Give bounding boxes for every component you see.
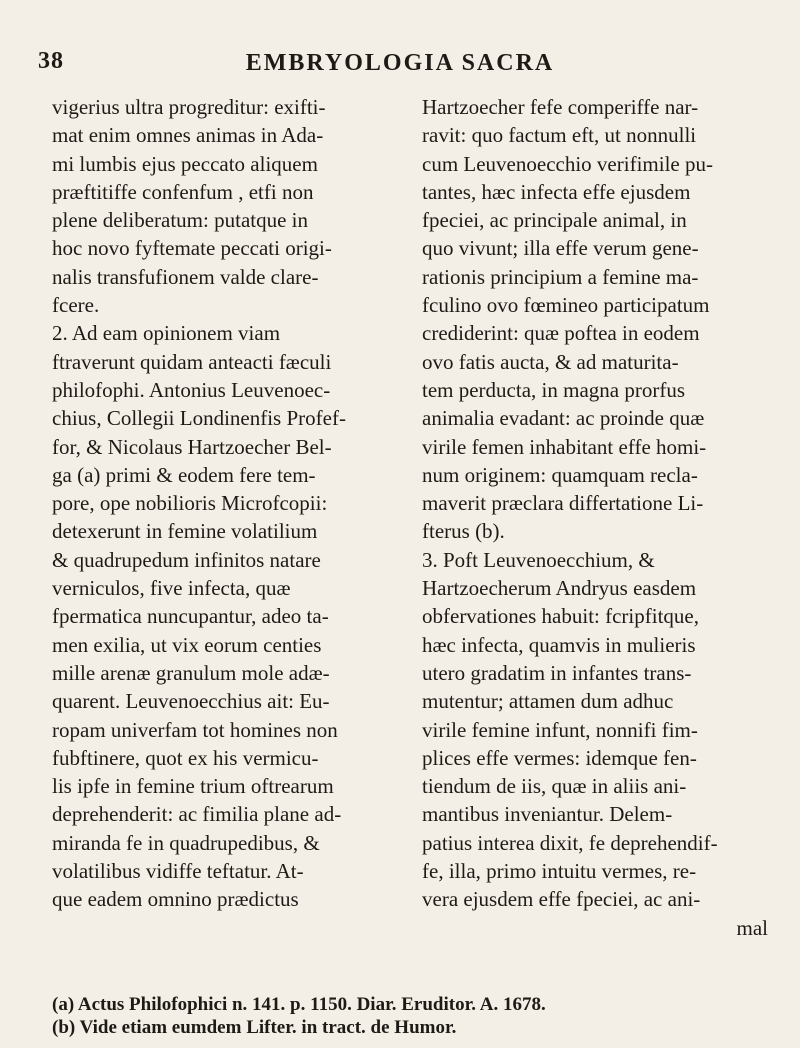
text-line: mantibus inveniantur. Delem- [422,802,673,827]
text-line: fpeciei, ac principale animal, in [422,208,687,233]
text-line: obfervationes habuit: fcripfitque, [422,604,699,629]
text-line: lis ipfe in femine trium oftrearum [52,774,334,799]
text-line: vigerius ultra progreditur: exifti- [52,95,326,119]
text-line: animalia evadant: ac proinde quæ [422,406,705,431]
page-header [38,48,762,82]
text-line: mat enim omnes animas in Ada- [52,123,324,148]
text-line: volatilibus vidiffe teftatur. At- [52,859,304,884]
text-line: virile femine infunt, nonnifi fim- [422,717,698,742]
text-line: plices effe vermes: idemque fen- [422,745,697,770]
text-line: plene deliberatum: putatque in [52,208,308,233]
text-line: præftitiffe confenfum , etfi non [52,179,314,204]
footnotes [52,993,774,1039]
text-line: hæc infecta, quamvis in mulieris [422,632,696,657]
text-line: miranda fe in quadrupedibus, & [52,830,320,855]
text-line: fpermatica nuncupantur, adeo ta- [52,604,329,629]
text-line: verniculos, five infecta, quæ [52,576,291,601]
text-line: quo vivunt; illa effe verum gene- [422,236,699,261]
text-line: deprehenderit: ac fimilia plane ad- [52,802,342,827]
text-line: fcere. [52,293,100,318]
text-line: mutentur; attamen dum adhuc [422,689,674,714]
text-line: ravit: quo factum eft, ut nonnulli [422,123,697,148]
text-line: 2. Ad eam opinionem viam [52,321,281,346]
text-line: vera ejusdem effe fpeciei, ac ani- [422,887,701,912]
text-line: ga (a) primi & eodem fere tem- [52,462,316,487]
text-line: virile femen inhabitant effe homi- [422,434,707,459]
text-line: tantes, hæc infecta effe ejusdem [422,179,691,204]
text-line: 3. Poft Leuvenoecchium, & [422,547,655,572]
text-line: fterus (b). [422,519,505,544]
left-column [52,93,404,914]
text-line: cum Leuvenoecchio verifimile pu- [422,151,713,176]
text-line: rationis principium a femine ma- [422,264,699,289]
text-line: ovo fatis aucta, & ad maturita- [422,349,679,374]
right-column [422,93,774,942]
text-line: maverit præclara differtatione Li- [422,491,704,516]
page-number: 38 [38,48,64,74]
text-line: utero gradatim in infantes trans- [422,660,692,685]
footnote: (a) Actus Philofophici n. 141. p. 1150. Diar. Eruditor. A. 1678. [52,994,546,1015]
text-line: detexerunt in femine volatilium [52,519,318,544]
text-line: fubftinere, quot ex his vermicu- [52,745,319,770]
text-line: ftraverunt quidam anteacti fæculi [52,349,332,374]
text-line: philofophi. Antonius Leuvenoec- [52,377,331,402]
text-line: for, & Nicolaus Hartzoecher Bel- [52,434,332,459]
text-line: nalis transfufionem valde clare- [52,264,319,289]
text-line: num originem: quamquam recla- [422,462,698,487]
text-line: & quadrupedum infinitos natare [52,547,321,572]
text-line: Hartzoecher fefe comperiffe nar- [422,95,699,119]
text-line: mi lumbis ejus peccato aliquem [52,151,318,176]
text-line: ropam univerfam tot homines non [52,717,338,742]
text-line: mal [736,915,768,940]
text-line: fculino ovo fœmineo participatum [422,293,710,318]
text-line: quarent. Leuvenoecchius ait: Eu- [52,689,330,714]
running-head: EMBRYOLOGIA SACRA [245,50,555,76]
text-line: fe, illa, primo intuitu vermes, re- [422,859,697,884]
text-line: tiendum de iis, quæ in aliis ani- [422,774,687,799]
text-line: crediderint: quæ poftea in eodem [422,321,700,346]
text-line: men exilia, ut vix eorum centies [52,632,322,657]
text-line: Hartzoecherum Andryus easdem [422,576,697,601]
text-line: pore, ope nobilioris Microfcopii: [52,491,328,516]
text-line: que eadem omnino prædictus [52,887,299,912]
text-line: chius, Collegii Londinenfis Profef- [52,406,346,431]
footnote: (b) Vide etiam eumdem Lifter. in tract. de Humor. [52,1017,457,1038]
text-line: patius interea dixit, fe deprehendif- [422,830,718,855]
text-line: tem perducta, in magna prorfus [422,377,685,402]
text-line: mille arenæ granulum mole adæ- [52,660,330,685]
text-line: hoc novo fyftemate peccati origi- [52,236,332,261]
